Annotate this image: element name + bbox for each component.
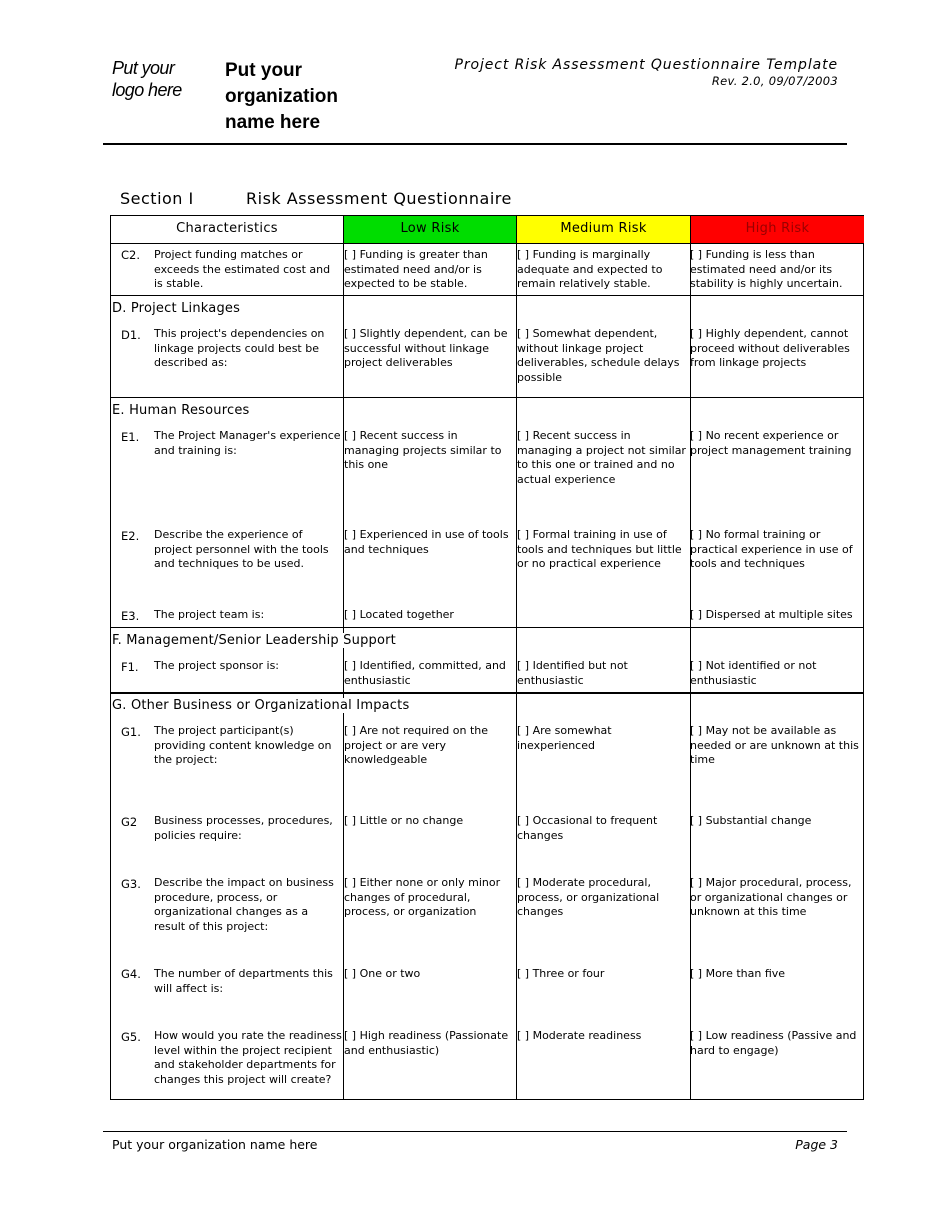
- question-text: Business processes, procedures, policies require:: [154, 814, 333, 842]
- header-high-risk: High Risk: [690, 216, 864, 243]
- page-number: Page 3: [795, 1137, 838, 1152]
- question-id: C2.: [121, 248, 141, 262]
- row-divider: [111, 295, 863, 296]
- question-text: Describe the experience of project personnel with the tools and techniques to be used.: [154, 528, 329, 570]
- question-id: E3.: [121, 609, 140, 623]
- row-divider: [111, 627, 863, 628]
- question-id: G5.: [121, 1030, 141, 1044]
- question-id: G2: [121, 815, 138, 829]
- medium-risk-option[interactable]: [ ] Somewhat dependent, without linkage project deliverables, schedule delays possible: [517, 327, 680, 384]
- medium-risk-option[interactable]: [ ] Moderate procedural, process, or organizational changes: [517, 876, 660, 918]
- high-risk-option[interactable]: [ ] Low readiness (Passive and hard to engage): [690, 1029, 857, 1057]
- organization-name: [225, 58, 338, 136]
- organization-name-line3: name here: [225, 112, 321, 133]
- question-id: F1.: [121, 660, 139, 674]
- section-number: Section I: [120, 189, 194, 208]
- document-title: Project Risk Assessment Questionnaire Template: [454, 57, 838, 73]
- high-risk-option[interactable]: [ ] Funding is less than estimated need and/or its stability is highly uncertain.: [690, 248, 843, 290]
- low-risk-option[interactable]: [ ] Little or no change: [344, 814, 464, 827]
- question-text: The project participant(s) providing content knowledge on the project:: [154, 724, 332, 766]
- medium-risk-option[interactable]: [ ] Recent success in managing a project not similar to this one or trained and no actual experience: [517, 429, 686, 486]
- question-text: Project funding matches or exceeds the estimated cost and is stable.: [154, 248, 331, 290]
- high-risk-option[interactable]: [ ] Dispersed at multiple sites: [690, 608, 853, 621]
- low-risk-option[interactable]: [ ] Either none or only minor changes of procedural, process, or organization: [344, 876, 501, 918]
- section-title: Risk Assessment Questionnaire: [246, 189, 512, 208]
- high-risk-option[interactable]: [ ] Not identified or not enthusiastic: [690, 659, 817, 687]
- question-id: G1.: [121, 725, 141, 739]
- question-id: G4.: [121, 967, 141, 981]
- footer-organization-name: Put your organization name here: [112, 1137, 318, 1152]
- question-id: D1.: [121, 328, 141, 342]
- high-risk-option[interactable]: [ ] No formal training or practical experience in use of tools and techniques: [690, 528, 853, 570]
- high-risk-option[interactable]: [ ] No recent experience or project management training: [690, 429, 852, 457]
- logo-placeholder: [112, 57, 182, 101]
- group-heading-g: G. Other Business or Organizational Impacts: [112, 698, 512, 713]
- logo-placeholder-line2: logo here: [112, 80, 182, 100]
- document-info: [454, 56, 838, 89]
- organization-name-line1: Put your: [225, 60, 303, 81]
- question-text: Describe the impact on business procedure, process, or organizational changes as a result of this project:: [154, 876, 334, 933]
- low-risk-option[interactable]: [ ] Recent success in managing projects similar to this one: [344, 429, 502, 471]
- footer-divider: [103, 1131, 847, 1132]
- high-risk-option[interactable]: [ ] More than five: [690, 967, 786, 980]
- low-risk-option[interactable]: [ ] Identified, committed, and enthusiastic: [344, 659, 506, 687]
- low-risk-option[interactable]: [ ] Located together: [344, 608, 454, 621]
- high-risk-option[interactable]: [ ] May not be available as needed or are unknown at this time: [690, 724, 859, 766]
- row-divider: [111, 397, 863, 398]
- organization-name-line2: organization: [225, 86, 338, 107]
- header-low-risk: Low Risk: [343, 216, 516, 243]
- high-risk-option[interactable]: [ ] Highly dependent, cannot proceed without deliverables from linkage projects: [690, 327, 850, 369]
- low-risk-option[interactable]: [ ] Slightly dependent, can be successful without linkage project deliverables: [344, 327, 508, 369]
- question-text: This project's dependencies on linkage projects could best be described as:: [154, 327, 325, 369]
- row-divider: [111, 692, 863, 694]
- question-text: How would you rate the readiness level within the project recipient and stakeholder departments for changes this project will create?: [154, 1029, 342, 1086]
- table-header-row: [111, 216, 863, 244]
- high-risk-option[interactable]: [ ] Major procedural, process, or organizational changes or unknown at this time: [690, 876, 852, 918]
- question-id: E1.: [121, 430, 140, 444]
- group-heading-d: D. Project Linkages: [112, 301, 342, 316]
- low-risk-option[interactable]: [ ] Are not required on the project or are very knowledgeable: [344, 724, 488, 766]
- medium-risk-option[interactable]: [ ] Occasional to frequent changes: [517, 814, 658, 842]
- medium-risk-option[interactable]: [ ] Formal training in use of tools and techniques but little or no practical experience: [517, 528, 682, 570]
- header-characteristics: Characteristics: [176, 221, 278, 236]
- question-id: E2.: [121, 529, 140, 543]
- low-risk-option[interactable]: [ ] One or two: [344, 967, 421, 980]
- medium-risk-option[interactable]: [ ] Are somewhat inexperienced: [517, 724, 612, 752]
- header-medium-risk: Medium Risk: [516, 216, 690, 243]
- risk-assessment-table: [110, 215, 864, 1100]
- question-text: The number of departments this will affect is:: [154, 967, 333, 995]
- group-heading-f: F. Management/Senior Leadership Support: [112, 633, 512, 648]
- low-risk-option[interactable]: [ ] High readiness (Passionate and enthusiastic): [344, 1029, 509, 1057]
- medium-risk-option[interactable]: [ ] Moderate readiness: [517, 1029, 642, 1042]
- group-heading-e: E. Human Resources: [112, 403, 250, 418]
- medium-risk-option[interactable]: [ ] Funding is marginally adequate and expected to remain relatively stable.: [517, 248, 663, 290]
- question-text: The project team is:: [154, 608, 265, 621]
- question-text: The Project Manager's experience and training is:: [154, 429, 341, 457]
- document-revision: Rev. 2.0, 09/07/2003: [711, 74, 838, 88]
- header-divider: [103, 143, 847, 145]
- question-id: G3.: [121, 877, 141, 891]
- question-text: The project sponsor is:: [154, 659, 280, 672]
- medium-risk-option[interactable]: [ ] Three or four: [517, 967, 605, 980]
- medium-risk-option[interactable]: [ ] Identified but not enthusiastic: [517, 659, 628, 687]
- low-risk-option[interactable]: [ ] Funding is greater than estimated need and/or is expected to be stable.: [344, 248, 488, 290]
- low-risk-option[interactable]: [ ] Experienced in use of tools and techniques: [344, 528, 509, 556]
- logo-placeholder-line1: Put your: [112, 58, 175, 78]
- high-risk-option[interactable]: [ ] Substantial change: [690, 814, 812, 827]
